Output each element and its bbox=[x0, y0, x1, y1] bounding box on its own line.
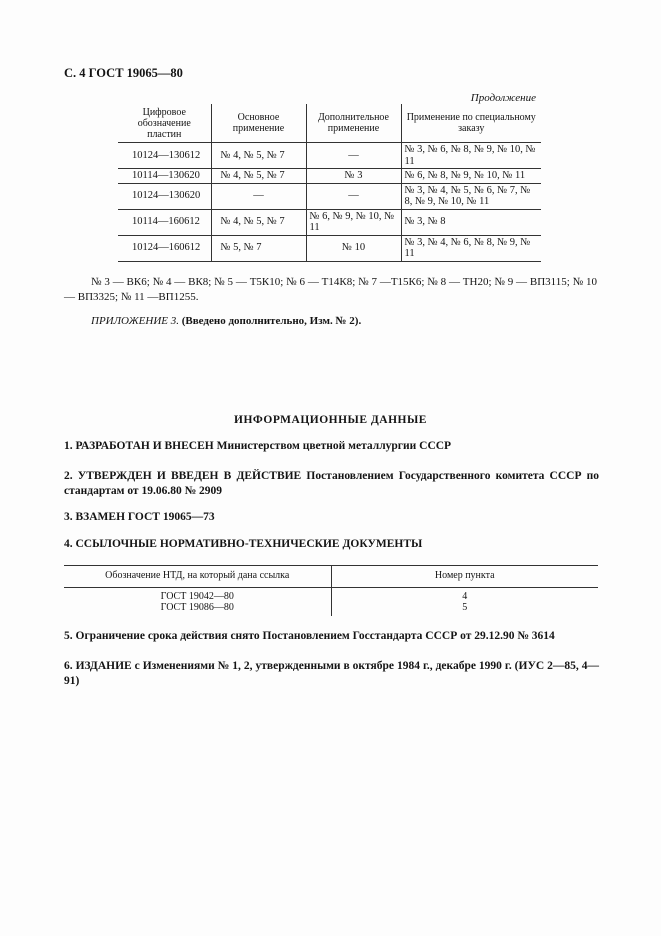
table-cell: № 3, № 4, № 6, № 8, № 9, № 11 bbox=[401, 235, 541, 261]
appendix-label: ПРИЛОЖЕНИЕ 3. bbox=[91, 315, 179, 327]
table-cell: № 10 bbox=[306, 235, 401, 261]
table-cell: — bbox=[211, 183, 306, 209]
table-cell: 10114—160612 bbox=[132, 216, 200, 228]
table-row bbox=[118, 209, 541, 235]
table-cell: 10114—130620 bbox=[132, 170, 200, 181]
table-row bbox=[118, 183, 541, 209]
info-item-validity: 5. Ограничение срока действия снято Постановлением Госстандарта СССР от 29.12.90 № 3614 bbox=[64, 630, 555, 642]
table-cell: № 6, № 9, № 10, № 11 bbox=[306, 209, 401, 235]
info-item-replaces: 3. ВЗАМЕН ГОСТ 19065—73 bbox=[64, 511, 215, 523]
table-cell: 10124—130620 bbox=[132, 190, 201, 202]
info-item-references: 4. ССЫЛОЧНЫЕ НОРМАТИВНО-ТЕХНИЧЕСКИЕ ДОКУМЕНТЫ bbox=[64, 538, 423, 550]
table-row bbox=[118, 143, 541, 169]
table-row bbox=[118, 235, 541, 261]
table-row bbox=[64, 603, 598, 616]
plates-table bbox=[118, 104, 541, 262]
table-cell: № 5, № 7 bbox=[211, 235, 306, 261]
column-header: Номер пункта bbox=[331, 566, 598, 588]
table-cell: 5 bbox=[331, 603, 598, 616]
table-cell: № 4, № 5, № 7 bbox=[211, 143, 306, 169]
table-cell: 4 bbox=[331, 588, 598, 604]
column-header: Дополнительное применение bbox=[306, 104, 401, 143]
table-cell: № 6, № 8, № 9, № 10, № 11 bbox=[401, 169, 541, 184]
appendix-note bbox=[91, 314, 361, 329]
table-cell: — bbox=[306, 183, 401, 209]
continuation-label: Продолжение bbox=[470, 92, 536, 104]
info-item-edition: 6. ИЗДАНИЕ с Изменениями № 1, 2, утвержденными в октябре 1984 г., декабре 1990 г. (ИУС 2—85, 4—91) bbox=[64, 660, 599, 687]
column-header: Применение по специальному заказу bbox=[401, 104, 541, 143]
table-cell: № 4, № 5, № 7 bbox=[211, 209, 306, 235]
info-item-developed: 1. РАЗРАБОТАН И ВНЕСЕН Министерством цветной металлургии СССР bbox=[64, 440, 452, 452]
table-cell: ГОСТ 19086—80 bbox=[160, 602, 234, 614]
table-row bbox=[118, 169, 541, 184]
info-section-title: ИНФОРМАЦИОННЫЕ ДАННЫЕ bbox=[234, 414, 427, 426]
table-cell: ГОСТ 19042—80 bbox=[160, 591, 234, 603]
page-header: С. 4 ГОСТ 19065—80 bbox=[64, 66, 183, 80]
info-item-approved: 2. УТВЕРЖДЕН И ВВЕДЕН В ДЕЙСТВИЕ Постановлением Государственного комитета СССР по стандартам от 19.06.80 № 2909 bbox=[64, 470, 599, 497]
table-cell: № 4, № 5, № 7 bbox=[211, 169, 306, 184]
column-header: Основное применение bbox=[211, 104, 306, 143]
table-header-row bbox=[118, 104, 541, 143]
table-row bbox=[64, 588, 598, 604]
column-header: Обозначение НТД, на который дана ссылка bbox=[105, 570, 290, 582]
material-legend: № 3 — ВК6; № 4 — ВК8; № 5 — Т5К10; № 6 — Т14К8; № 7 —Т15К6; № 8 — ТН20; № 9 — ВП3115; № 10 — ВП3325; № 11 —ВП1255. bbox=[64, 276, 597, 303]
reference-table bbox=[64, 565, 598, 616]
table-header-row bbox=[64, 566, 598, 588]
table-cell: № 3, № 8 bbox=[401, 209, 541, 235]
column-header: Цифровое обозначение пластин bbox=[137, 106, 191, 140]
table-cell: — bbox=[306, 143, 401, 169]
table-cell: 10124—130612 bbox=[132, 149, 201, 161]
table-cell: 10124—160612 bbox=[132, 242, 201, 254]
table-cell: № 3, № 4, № 5, № 6, № 7, № 8, № 9, № 10, № 11 bbox=[401, 183, 541, 209]
table-cell: № 3, № 6, № 8, № 9, № 10, № 11 bbox=[401, 143, 541, 169]
appendix-change-note: (Введено дополнительно, Изм. № 2). bbox=[181, 315, 362, 327]
table-cell: № 3 bbox=[306, 169, 401, 184]
